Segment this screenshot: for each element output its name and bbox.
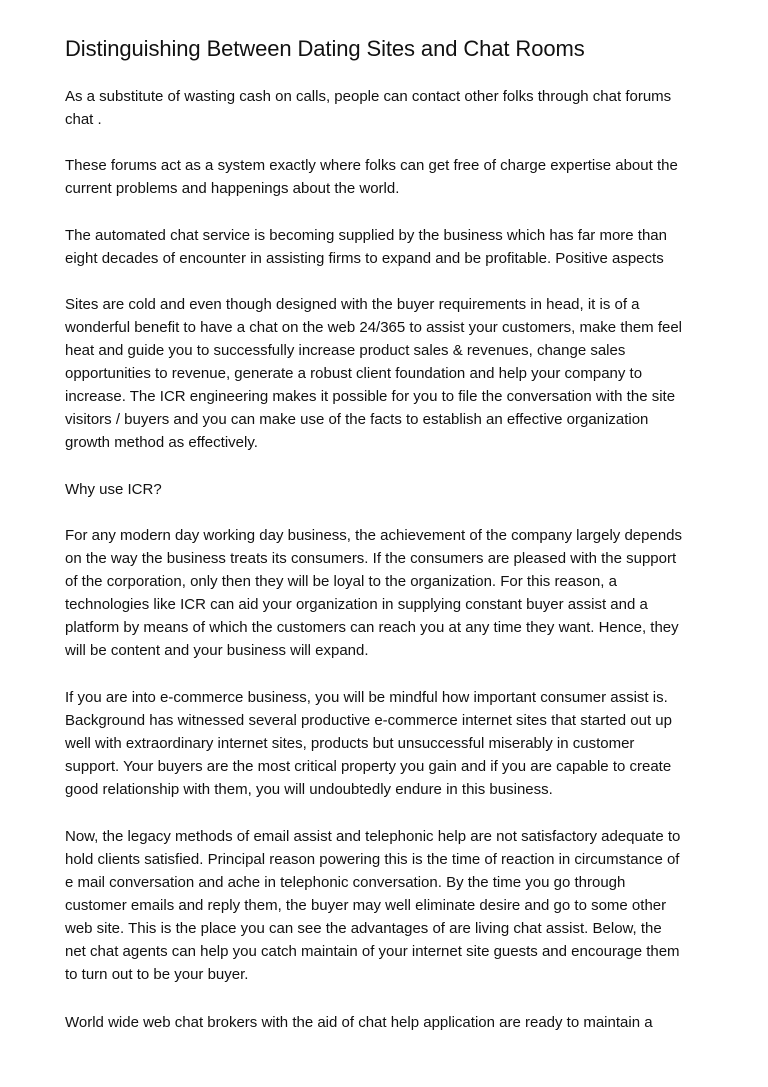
text-line: heat and guide you to successfully increase product sales & revenues, change sales bbox=[65, 342, 626, 359]
text-line: technologies like ICR can aid your organization in supplying constant buyer assist and a bbox=[65, 596, 648, 613]
text-line: Now, the legacy methods of email assist and telephonic help are not satisfactory adequate to bbox=[65, 828, 681, 845]
text-line: The automated chat service is becoming supplied by the business which has far more than bbox=[65, 227, 667, 244]
text-line: good relationship with them, you will undoubtedly endure in this business. bbox=[65, 781, 553, 798]
text-line: customer emails and reply them, the buyer may well eliminate desire and go to some other bbox=[65, 897, 667, 914]
paragraph bbox=[65, 478, 162, 501]
text-line: of the corporation, only then they will be loyal to the organization. For this reason, a bbox=[65, 573, 617, 590]
text-line: Background has witnessed several productive e-commerce internet sites that started out up bbox=[65, 712, 672, 729]
text-line: For any modern day working day business, the achievement of the company largely depends bbox=[65, 527, 683, 544]
page-title: Distinguishing Between Dating Sites and Chat Rooms bbox=[65, 36, 585, 61]
text-line: net chat agents can help you catch maintain of your internet site guests and encourage them bbox=[65, 943, 680, 960]
paragraph bbox=[65, 224, 667, 270]
text-line: Why use ICR? bbox=[65, 481, 162, 498]
text-line: eight decades of encounter in assisting firms to expand and be profitable. Positive aspects bbox=[65, 250, 664, 267]
text-line: visitors / buyers and you can make use of the facts to establish an effective organization bbox=[65, 411, 649, 428]
text-line: wonderful benefit to have a chat on the web 24/365 to assist your customers, make them feel bbox=[65, 319, 683, 336]
text-line: on the way the business treats its consumers. If the consumers are pleased with the support bbox=[65, 550, 677, 567]
text-line: e mail conversation and ache in telephonic conversation. By the time you go through bbox=[65, 874, 626, 891]
text-line: current problems and happenings about the world. bbox=[65, 180, 400, 197]
text-line: growth method as effectively. bbox=[65, 434, 258, 451]
text-line: chat . bbox=[65, 111, 102, 128]
text-line: Sites are cold and even though designed with the buyer requirements in head, it is of a bbox=[65, 296, 640, 313]
text-line: As a substitute of wasting cash on calls, people can contact other folks through chat forums bbox=[65, 88, 672, 105]
text-line: support. Your buyers are the most critical property you gain and if you are capable to create bbox=[65, 758, 672, 775]
text-line: If you are into e-commerce business, you will be mindful how important consumer assist is. bbox=[65, 689, 668, 706]
paragraph bbox=[65, 825, 680, 986]
text-line: World wide web chat brokers with the aid of chat help application are ready to maintain a bbox=[65, 1014, 653, 1031]
text-line: opportunities to revenue, generate a robust client foundation and help your company to bbox=[65, 365, 643, 382]
text-line: to turn out to be your buyer. bbox=[65, 966, 249, 983]
paragraph bbox=[65, 293, 682, 454]
paragraph bbox=[65, 154, 678, 200]
text-line: platform by means of which the customers can reach you at any time they want. Hence, they bbox=[65, 619, 679, 636]
text-line: well with extraordinary internet sites, products but unsuccessful miserably in customer bbox=[65, 735, 635, 752]
paragraph bbox=[65, 1011, 653, 1034]
paragraph bbox=[65, 686, 672, 801]
text-line: These forums act as a system exactly where folks can get free of charge expertise about the bbox=[65, 157, 678, 174]
paragraph bbox=[65, 524, 682, 662]
text-line: web site. This is the place you can see the advantages of are living chat assist. Below, the bbox=[65, 920, 662, 937]
paragraph bbox=[65, 85, 671, 131]
text-line: increase. The ICR engineering makes it possible for you to file the conversation with the site bbox=[65, 388, 676, 405]
text-line: hold clients satisfied. Principal reason powering this is the time of reaction in circumstance of bbox=[65, 851, 680, 868]
text-line: will be content and your business will expand. bbox=[65, 642, 369, 659]
